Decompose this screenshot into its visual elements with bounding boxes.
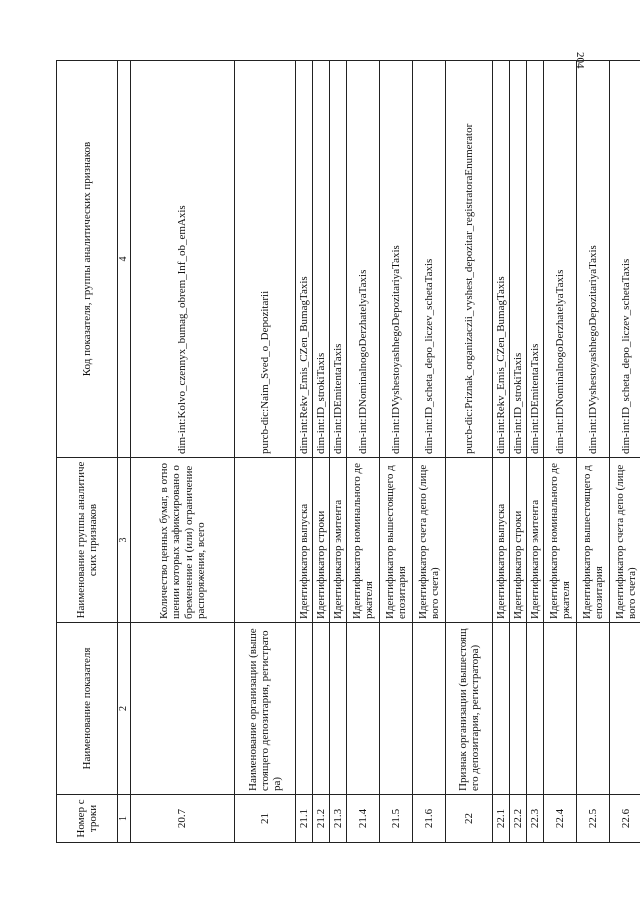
row-number: 22.5 <box>577 795 610 843</box>
header-row-number: Номер строки <box>57 795 118 843</box>
indicator-code: dim-int:ID_strokiTaxis <box>313 61 330 458</box>
row-number: 21.2 <box>313 795 330 843</box>
row-number: 21.3 <box>330 795 347 843</box>
table-row <box>235 61 296 843</box>
row-number: 22.3 <box>527 795 544 843</box>
column-number-row <box>118 61 131 843</box>
table-header-row <box>57 61 118 843</box>
row-number: 22.2 <box>510 795 527 843</box>
indicator-name <box>610 623 640 795</box>
table-row <box>610 61 640 843</box>
table-row <box>510 61 527 843</box>
page-number: 204 <box>574 52 586 69</box>
indicator-code: dim-int:Kolvo_czennyx_bumag_obrem_Inf_ob_emAxis <box>131 61 235 458</box>
group-name: Количество ценных бумаг, в отношении которых зафиксировано обременение и (или) ограничение распоряжения, всего <box>131 458 235 623</box>
indicator-code: dim-int:ID_scheta_depo_liczev_schetaTaxis <box>413 61 446 458</box>
indicator-code: dim-int:Rekv_Emis_CZen_BumagTaxis <box>296 61 313 458</box>
row-number: 22.1 <box>493 795 510 843</box>
indicator-name <box>131 623 235 795</box>
group-name: Идентификатор выпуска <box>296 458 313 623</box>
row-number: 22.6 <box>610 795 640 843</box>
table-row <box>446 61 493 843</box>
table-row <box>493 61 510 843</box>
row-number: 21.4 <box>347 795 380 843</box>
indicator-code: purcb-dic:Priznak_organizaczii_vyshest_depozitar_registratoraEnumerator <box>446 61 493 458</box>
indicator-code: dim-int:Rekv_Emis_CZen_BumagTaxis <box>493 61 510 458</box>
indicator-name <box>413 623 446 795</box>
rotated-table-container <box>56 61 638 843</box>
table-row <box>380 61 413 843</box>
table-row <box>347 61 380 843</box>
group-name: Идентификатор счета депо (лицевого счета) <box>610 458 640 623</box>
indicator-code: dim-int:IDNominalnogoDerzhatelyaTaxis <box>347 61 380 458</box>
indicator-code: dim-int:ID_scheta_depo_liczev_schetaTaxis <box>610 61 640 458</box>
group-name: Идентификатор выпуска <box>493 458 510 623</box>
row-number: 21 <box>235 795 296 843</box>
indicator-table <box>56 60 640 843</box>
indicator-name <box>544 623 577 795</box>
indicator-name <box>493 623 510 795</box>
group-name: Идентификатор строки <box>313 458 330 623</box>
indicator-name <box>577 623 610 795</box>
column-number: 4 <box>118 61 131 458</box>
row-number: 21.1 <box>296 795 313 843</box>
table-row <box>577 61 610 843</box>
table-row <box>544 61 577 843</box>
indicator-code: dim-int:IDVyshestoyashhegoDepozitariyaTaxis <box>577 61 610 458</box>
table-row <box>330 61 347 843</box>
indicator-name: Признак организации (вышестоящего депозитария, регистратора) <box>446 623 493 795</box>
group-name: Идентификатор номинального держателя <box>347 458 380 623</box>
row-number: 21.6 <box>413 795 446 843</box>
indicator-code: dim-int:IDEmitentaTaxis <box>527 61 544 458</box>
row-number: 21.5 <box>380 795 413 843</box>
group-name: Идентификатор эмитента <box>330 458 347 623</box>
table-row <box>527 61 544 843</box>
group-name: Идентификатор вышестоящего депозитария <box>380 458 413 623</box>
indicator-code: dim-int:ID_strokiTaxis <box>510 61 527 458</box>
header-group-name: Наименование группы аналитических признаков <box>57 458 118 623</box>
row-number: 22 <box>446 795 493 843</box>
indicator-code: dim-int:IDEmitentaTaxis <box>330 61 347 458</box>
row-number: 20.7 <box>131 795 235 843</box>
column-number: 2 <box>118 623 131 795</box>
group-name <box>446 458 493 623</box>
table-row <box>413 61 446 843</box>
indicator-code: dim-int:IDNominalnogoDerzhatelyaTaxis <box>544 61 577 458</box>
indicator-name <box>510 623 527 795</box>
group-name: Идентификатор вышестоящего депозитария <box>577 458 610 623</box>
indicator-name <box>313 623 330 795</box>
indicator-name <box>330 623 347 795</box>
indicator-name <box>527 623 544 795</box>
table-row <box>313 61 330 843</box>
group-name <box>235 458 296 623</box>
column-number: 3 <box>118 458 131 623</box>
indicator-name <box>347 623 380 795</box>
indicator-name <box>380 623 413 795</box>
group-name: Идентификатор строки <box>510 458 527 623</box>
indicator-code: dim-int:IDVyshestoyashhegoDepozitariyaTaxis <box>380 61 413 458</box>
header-indicator-name: Наименование показателя <box>57 623 118 795</box>
indicator-name <box>296 623 313 795</box>
header-indicator-code: Код показателя, группы аналитических признаков <box>57 61 118 458</box>
indicator-code: purcb-dic:Naim_Sved_o_Depozitarii <box>235 61 296 458</box>
column-number: 1 <box>118 795 131 843</box>
group-name: Идентификатор счета депо (лицевого счета) <box>413 458 446 623</box>
group-name: Идентификатор номинального держателя <box>544 458 577 623</box>
indicator-name: Наименование организации (вышестоящего депозитария, регистратора) <box>235 623 296 795</box>
row-number: 22.4 <box>544 795 577 843</box>
group-name: Идентификатор эмитента <box>527 458 544 623</box>
table-row <box>131 61 235 843</box>
table-row <box>296 61 313 843</box>
